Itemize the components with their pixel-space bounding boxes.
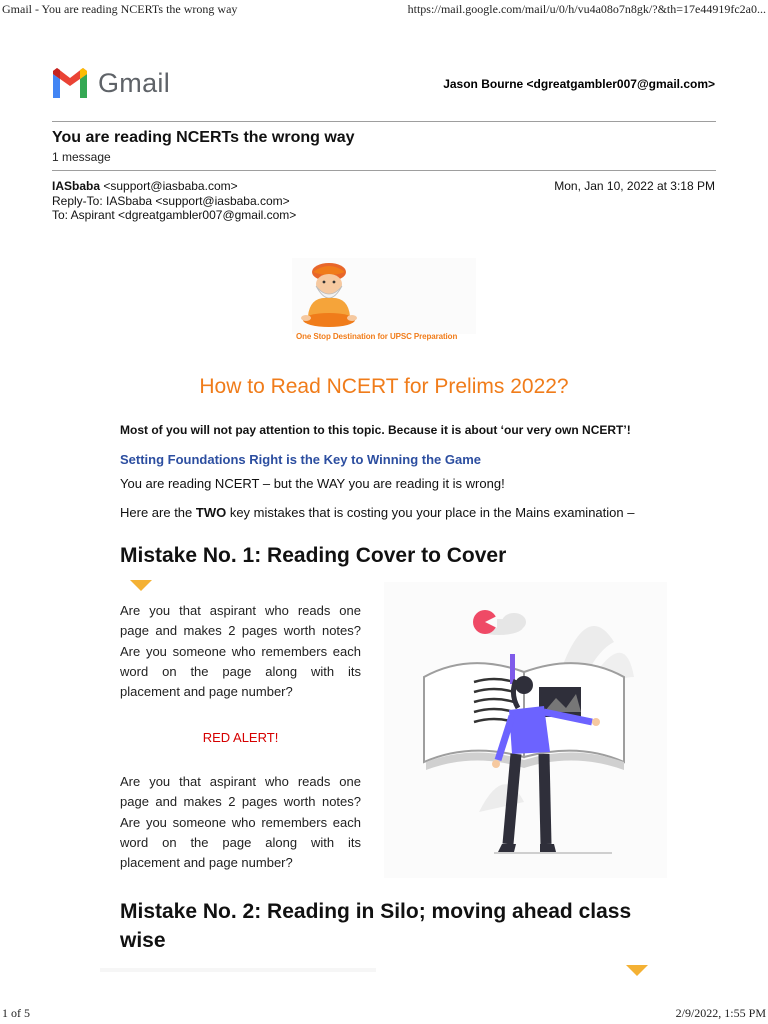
message-date: Mon, Jan 10, 2022 at 3:18 PM [554,179,715,193]
account-identity: Jason Bourne <dgreatgambler007@gmail.com> [443,77,715,91]
section-subheading: Setting Foundations Right is the Key to Winning the Game [120,452,481,467]
mistake-1-paragraph: Are you that aspirant who reads one page and makes 2 pages worth notes? Are you someone who remembers each word on the page along with its placement and page number? [120,603,361,700]
paragraph-text: Here are the [120,505,196,520]
print-header [0,0,768,20]
print-page-title: Gmail - You are reading NCERTs the wrong way [2,2,238,16]
down-arrow-icon [130,580,152,591]
print-page-number: 1 of 5 [2,1006,30,1020]
down-arrow-icon [626,965,648,976]
paragraph-emphasis: TWO [195,505,227,520]
paragraph-text: key mistakes that is costing you your place in the Mains examination – [226,505,635,520]
sender-name: IASbaba [52,179,101,193]
print-footer [0,1002,768,1024]
red-alert-label: RED ALERT! [202,730,279,745]
sender-email[interactable]: <support@iasbaba.com> [103,179,238,193]
sender-line [52,179,296,194]
message-count: 1 message [52,150,111,164]
message-header [52,179,296,223]
gmail-m-icon [50,68,90,98]
woman-reading-book-icon [384,582,667,878]
divider [100,968,376,972]
gmail-logo [50,56,180,110]
gmail-wordmark: Gmail [98,67,171,98]
baba-mascot-icon [292,258,476,334]
thread-subject: You are reading NCERTs the wrong way [52,129,355,146]
divider [52,170,716,171]
paragraph [120,505,634,520]
mistake-1-heading: Mistake No. 1: Reading Cover to Cover [120,544,507,567]
brand-tagline: One Stop Destination for UPSC Preparation [296,332,458,341]
iasbaba-logo [292,258,476,344]
reply-to-line: Reply-To: IASbaba <support@iasbaba.com> [52,193,290,208]
print-datetime: 2/9/2022, 1:55 PM [675,1006,766,1020]
print-page-url: https://mail.google.com/mail/u/0/h/vu4a08o7n8gk/?&th=17e44919fc2a0... [407,2,766,16]
paragraph: You are reading NCERT – but the WAY you are reading it is wrong! [120,476,505,491]
mistake-1-paragraph-repeat: Are you that aspirant who reads one page and makes 2 pages worth notes? Are you someone who remembers each word on the page along with its placement and page number? [120,774,361,871]
reading-book-illustration [384,582,667,878]
to-line: To: Aspirant <dgreatgambler007@gmail.com> [52,208,297,222]
email-headline: How to Read NCERT for Prelims 2022? [199,375,569,398]
mistake-2-heading: Mistake No. 2: Reading in Silo; moving ahead class wise [120,900,632,952]
lead-paragraph: Most of you will not pay attention to this topic. Because it is about ‘our very own NCERT’! [120,423,631,437]
divider [52,121,716,122]
